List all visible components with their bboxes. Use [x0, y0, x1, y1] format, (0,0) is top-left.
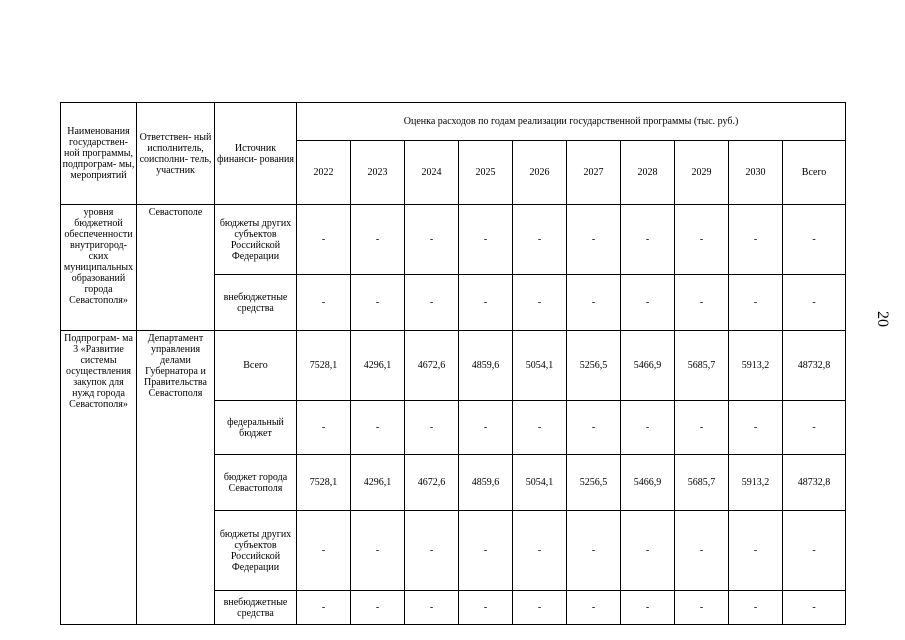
value-cell: - — [567, 275, 621, 331]
executor-cell: Департамент управления делами Губернатора и Правительства Севастополя — [137, 331, 215, 625]
value-cell: - — [459, 275, 513, 331]
value-cell: - — [621, 511, 675, 591]
value-cell: - — [459, 511, 513, 591]
value-cell: 5256,5 — [567, 331, 621, 401]
value-cell: - — [729, 275, 783, 331]
value-cell: - — [405, 401, 459, 455]
funding-source-cell: бюджеты других субъектов Российской Федерации — [215, 511, 297, 591]
value-cell: 5054,1 — [513, 455, 567, 511]
value-cell: - — [351, 275, 405, 331]
value-cell: 5466,9 — [621, 331, 675, 401]
table-row — [61, 331, 846, 401]
executor-cell: Севастополе — [137, 205, 215, 331]
program-name-cell: уровня бюджетной обеспеченности внутригород- ских муниципальных образований города Севастополя» — [61, 205, 137, 331]
header-year-cell: 2030 — [729, 141, 783, 205]
funding-source-cell: внебюджетные средства — [215, 275, 297, 331]
header-year-cell: 2025 — [459, 141, 513, 205]
value-cell: - — [459, 591, 513, 625]
value-cell: 4296,1 — [351, 331, 405, 401]
value-cell: - — [675, 275, 729, 331]
value-cell: - — [297, 591, 351, 625]
value-cell: - — [729, 205, 783, 275]
header-source-cell: Источник финанси- рования — [215, 103, 297, 205]
value-cell: - — [351, 591, 405, 625]
value-cell: - — [351, 205, 405, 275]
value-cell: 5466,9 — [621, 455, 675, 511]
value-cell: - — [783, 401, 846, 455]
value-cell: - — [297, 511, 351, 591]
value-cell: - — [675, 591, 729, 625]
funding-source-cell: бюджеты других субъектов Российской Федерации — [215, 205, 297, 275]
value-cell: - — [297, 401, 351, 455]
value-cell: - — [621, 275, 675, 331]
value-cell: - — [351, 511, 405, 591]
value-cell: 5913,2 — [729, 331, 783, 401]
value-cell: - — [729, 401, 783, 455]
funding-source-cell: Всего — [215, 331, 297, 401]
value-cell: - — [405, 591, 459, 625]
value-cell: - — [459, 401, 513, 455]
value-cell: 5685,7 — [675, 455, 729, 511]
value-cell: - — [297, 205, 351, 275]
value-cell: - — [729, 511, 783, 591]
value-cell: - — [621, 591, 675, 625]
value-cell: - — [297, 275, 351, 331]
value-cell: - — [459, 205, 513, 275]
value-cell: - — [783, 591, 846, 625]
funding-source-cell: бюджет города Севастополя — [215, 455, 297, 511]
value-cell: - — [567, 401, 621, 455]
header-year-cell: 2022 — [297, 141, 351, 205]
page-number: 20 — [874, 311, 891, 327]
value-cell: - — [567, 205, 621, 275]
value-cell: - — [621, 401, 675, 455]
value-cell: - — [567, 591, 621, 625]
value-cell: 48732,8 — [783, 455, 846, 511]
value-cell: - — [405, 205, 459, 275]
header-year-cell: Всего — [783, 141, 846, 205]
value-cell: - — [783, 205, 846, 275]
value-cell: - — [675, 401, 729, 455]
header-year-cell: 2029 — [675, 141, 729, 205]
value-cell: - — [513, 275, 567, 331]
value-cell: - — [405, 511, 459, 591]
value-cell: 5256,5 — [567, 455, 621, 511]
value-cell: - — [513, 511, 567, 591]
value-cell: - — [513, 591, 567, 625]
value-cell: 48732,8 — [783, 331, 846, 401]
program-name-cell: Подпрограм- ма 3 «Развитие системы осуществления закупок для нужд города Севастополя» — [61, 331, 137, 625]
value-cell: 7528,1 — [297, 455, 351, 511]
value-cell: - — [783, 511, 846, 591]
funding-source-cell: федеральный бюджет — [215, 401, 297, 455]
value-cell: - — [783, 275, 846, 331]
header-year-cell: 2027 — [567, 141, 621, 205]
budget-table — [60, 102, 846, 625]
value-cell: - — [351, 401, 405, 455]
value-cell: 7528,1 — [297, 331, 351, 401]
value-cell: - — [513, 205, 567, 275]
value-cell: 4672,6 — [405, 331, 459, 401]
value-cell: 4296,1 — [351, 455, 405, 511]
header-year-cell: 2028 — [621, 141, 675, 205]
header-year-cell: 2024 — [405, 141, 459, 205]
value-cell: 5685,7 — [675, 331, 729, 401]
header-year-cell: 2026 — [513, 141, 567, 205]
value-cell: 4859,6 — [459, 455, 513, 511]
value-cell: - — [567, 511, 621, 591]
value-cell: - — [729, 591, 783, 625]
value-cell: - — [513, 401, 567, 455]
header-estimate-cell: Оценка расходов по годам реализации государственной программы (тыс. руб.) — [297, 103, 846, 141]
value-cell: - — [675, 205, 729, 275]
header-year-cell: 2023 — [351, 141, 405, 205]
value-cell: - — [405, 275, 459, 331]
value-cell: 5054,1 — [513, 331, 567, 401]
table-body — [61, 103, 846, 625]
table-row — [61, 205, 846, 275]
funding-source-cell: внебюджетные средства — [215, 591, 297, 625]
header-name-cell: Наименования государствен- ной программы, подпрограм- мы, мероприятий — [61, 103, 137, 205]
value-cell: - — [675, 511, 729, 591]
header-row — [61, 103, 846, 141]
header-executor-cell: Ответствен- ный исполнитель, соисполни- тель, участник — [137, 103, 215, 205]
value-cell: 4672,6 — [405, 455, 459, 511]
value-cell: - — [621, 205, 675, 275]
value-cell: 5913,2 — [729, 455, 783, 511]
value-cell: 4859,6 — [459, 331, 513, 401]
